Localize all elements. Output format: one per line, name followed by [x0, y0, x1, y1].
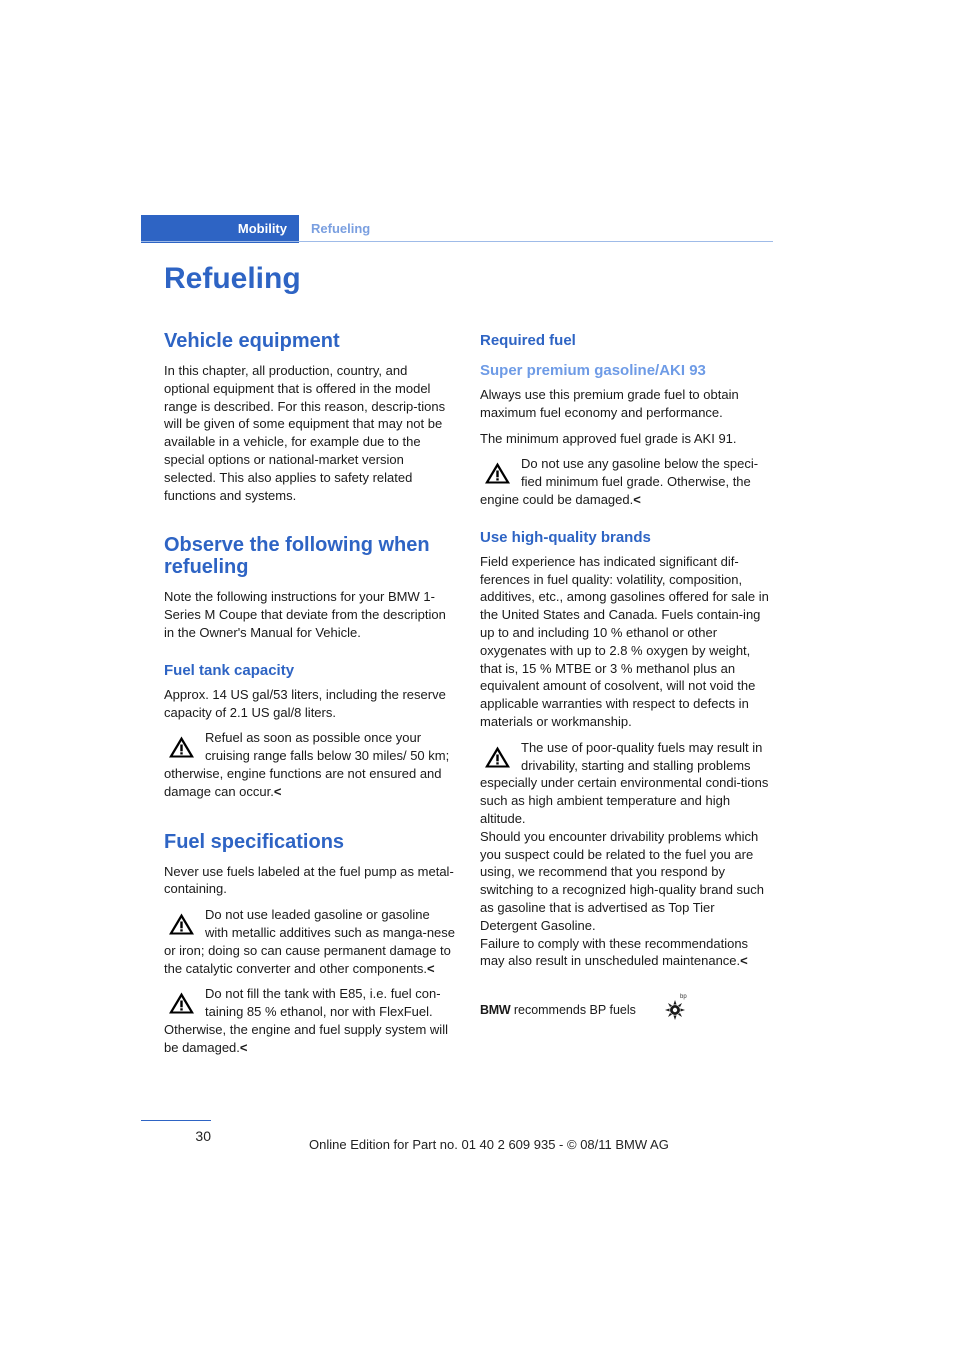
header-rule [141, 241, 773, 242]
warning-triangle-icon [168, 735, 195, 759]
left-column [164, 330, 456, 1065]
footer-edition-text: Online Edition for Part no. 01 40 2 609 935 - © 08/11 BMW AG [309, 1137, 669, 1152]
bp-fuels-logo [480, 994, 700, 1026]
warning-text: Refuel as soon as possible once your cruising range falls below 30 miles/ 50 km; otherwise, engine functions are not ensured and damage can occur. [164, 730, 450, 799]
warning-text: Do not use leaded gasoline or gasoline with metallic additives such as manga-nese or iron; doing so can cause permanent damage to the catalytic converter and other components. [164, 907, 456, 976]
para-high-quality-brands: Field experience has indicated significant dif-ferences in fuel quality: volatility, composition, additives, etc., among gasolines offered for sale in the United States and Canada. Fuels contain-ing up to and including 10 % ethanol or other oxygenates with up to 2.8 % oxygen by weight, that is, 15 % MTBE or 3 % methanol plus an equivalent amount of cosolvent, will not void the applicable warranties with respect to defects in materials or workmanship. [480, 553, 769, 729]
bp-mark: bp [680, 994, 687, 1000]
warning-poor-quality-fuels [480, 739, 772, 970]
warning-leaded-gasoline [164, 906, 456, 977]
para-observe: Note the following instructions for your BMW 1-Series M Coupe that deviate from the description in the Owner's Manual for Vehicle. [164, 589, 446, 640]
warning-fuel-tank [164, 729, 456, 800]
end-mark: < [239, 1039, 248, 1055]
warning-triangle-icon [484, 461, 511, 485]
end-mark: < [740, 953, 748, 969]
page-number: 30 [195, 1128, 211, 1144]
warning-text: Should you encounter drivability problems which you suspect could be related to the fuel you are using, we recommend that you respond by switching to a recognized high-quality brand such as gasoline that is advertised as Top Tier Detergent Gasoline. [480, 828, 765, 933]
header-section-label: Mobility [141, 215, 299, 243]
bp-logo-text [480, 1003, 636, 1017]
warning-triangle-icon [168, 991, 195, 1015]
bp-logo-tagline: recommends BP fuels [513, 1003, 636, 1017]
header-chapter-label: Refueling [311, 221, 371, 236]
heading-high-quality-brands: Use high-quality brands [480, 528, 651, 546]
end-mark: < [273, 783, 282, 799]
heading-super-premium: Super premium gasoline/AKI 93 [480, 362, 706, 379]
para-vehicle-equipment: In this chapter, all production, country, and optional equipment that is offered in the model range is described. For this reason, descrip-tions will be given of some equipment that may not be available in a vehicle, for example due to the special options or national-market version selected. This also applies to safety related functions and systems. [164, 363, 446, 503]
end-mark: < [633, 491, 641, 507]
warning-text: Failure to comply with these recommendations may also result in unscheduled maintenance. [480, 935, 749, 969]
footer-rule [141, 1120, 211, 1121]
para-super-premium-1: Always use this premium grade fuel to obtain maximum fuel economy and performance. [480, 387, 739, 420]
warning-triangle-icon [168, 912, 195, 936]
warning-triangle-icon [484, 745, 511, 769]
heading-vehicle-equipment: Vehicle equipment [164, 330, 340, 352]
warning-text: Do not use any gasoline below the speci-fied minimum fuel grade. Otherwise, the engine could be damaged. [480, 456, 759, 507]
heading-fuel-specifications: Fuel specifications [164, 830, 345, 853]
para-super-premium-2: The minimum approved fuel grade is AKI 91. [480, 430, 737, 446]
heading-observe: Observe the following when refueling [164, 534, 430, 579]
running-header [141, 215, 773, 243]
bp-helios-icon [664, 998, 686, 1020]
heading-required-fuel: Required fuel [480, 332, 576, 349]
heading-fuel-tank-capacity: Fuel tank capacity [164, 661, 295, 679]
warning-e85 [164, 985, 456, 1056]
end-mark: < [427, 960, 435, 976]
page-title: Refueling [164, 262, 301, 295]
right-column [480, 330, 772, 978]
bp-logo-brand: BMW [480, 1003, 511, 1017]
para-fuel-tank-capacity: Approx. 14 US gal/53 liters, including the reserve capacity of 2.1 US gal/8 liters. [164, 686, 446, 720]
para-fuel-specifications: Never use fuels labeled at the fuel pump as metal-containing. [164, 863, 454, 897]
warning-text: Do not fill the tank with E85, i.e. fuel con-taining 85 % ethanol, nor with FlexFuel. Otherwise, the engine and fuel supply system will be damaged. [164, 986, 448, 1055]
warning-text: The use of poor-quality fuels may result in drivability, starting and stalling problems especially under certain environmental condi-tions such as high ambient temperature and high altitude. [480, 739, 769, 826]
warning-minimum-grade [480, 455, 772, 508]
